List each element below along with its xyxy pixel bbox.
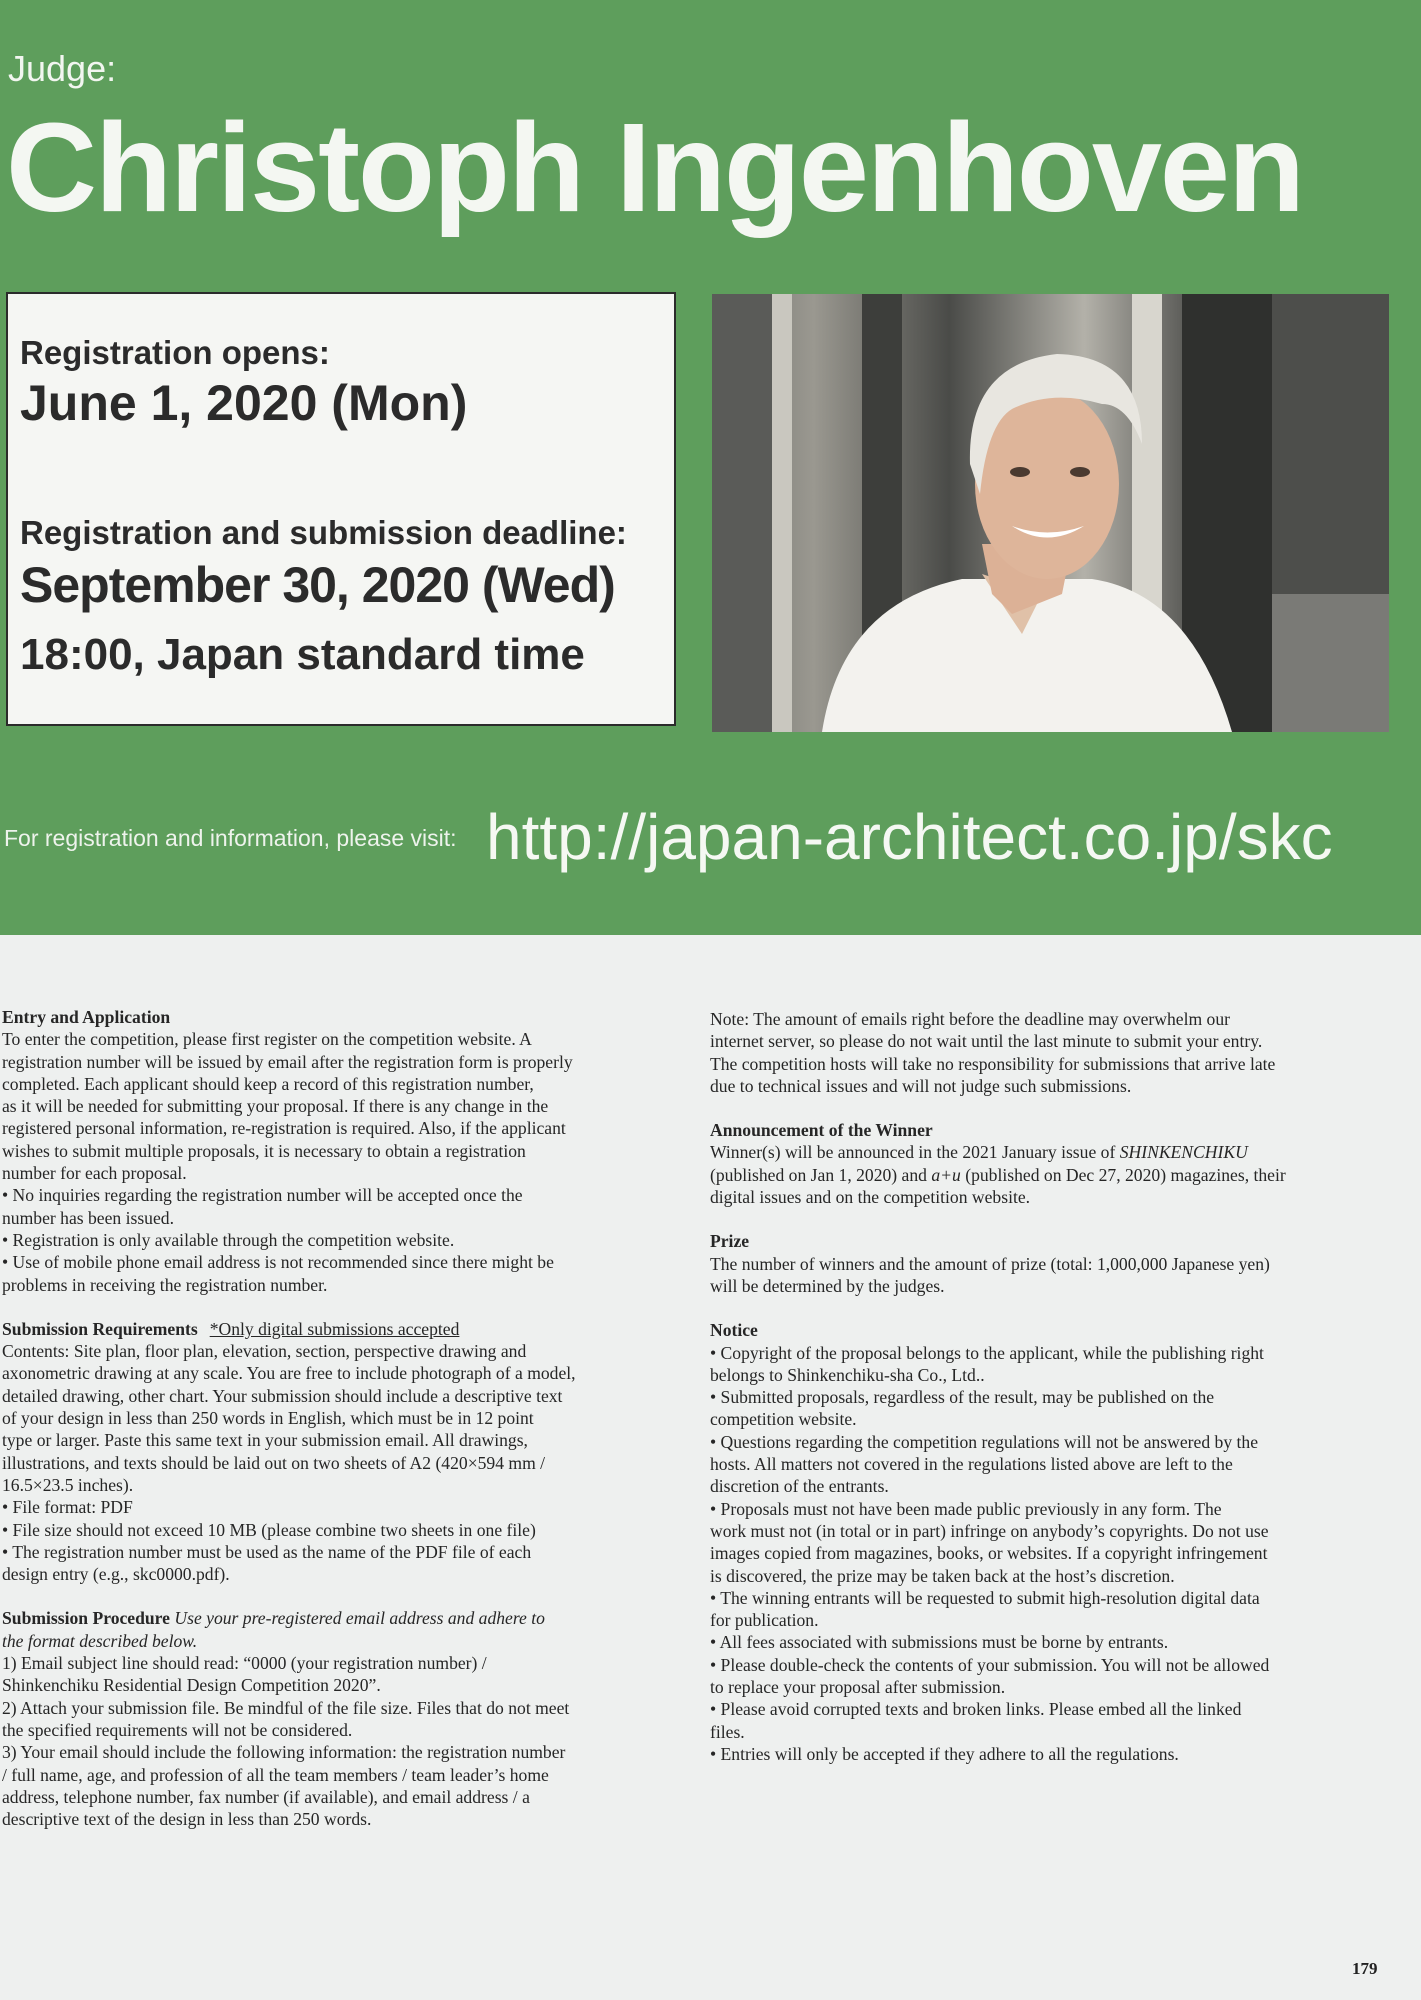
procedure-line: 1) Email subject line should read: “0000 (your registration number) / xyxy=(2,1653,487,1674)
entry-line: • Use of mobile phone email address is not recommended since there might be xyxy=(2,1252,554,1273)
requirements-line: type or larger. Paste this same text in your submission email. All drawings, xyxy=(2,1430,528,1451)
procedure-line: address, telephone number, fax number (if available), and email address / a xyxy=(2,1786,530,1807)
notice-line: • Please avoid corrupted texts and broken links. Please embed all the linked xyxy=(710,1699,1242,1720)
winner-title: Announcement of the Winner xyxy=(710,1120,933,1141)
notice-line: files. xyxy=(710,1721,745,1742)
notice-line: to replace your proposal after submission. xyxy=(710,1677,1006,1698)
requirements-line: of your design in less than 250 words in English, which must be in 12 point xyxy=(2,1408,534,1429)
judge-label: Judge: xyxy=(8,48,117,89)
notice-line: images copied from magazines, books, or websites. If a copyright infringement xyxy=(710,1543,1268,1564)
registration-opens-label: Registration opens: xyxy=(20,334,330,371)
procedure-title: Submission Procedure xyxy=(2,1608,170,1629)
note-line: due to technical issues and will not judge such submissions. xyxy=(710,1075,1132,1096)
procedure-line: descriptive text of the design in less than 250 words. xyxy=(2,1809,372,1830)
entry-line: as it will be needed for submitting your proposal. If there is any change in the xyxy=(2,1096,549,1117)
judge-name: Christoph Ingenhoven xyxy=(6,97,1303,238)
procedure-line: / full name, age, and profession of all the team members / team leader’s home xyxy=(2,1764,549,1785)
magazine-name: a+u xyxy=(931,1164,961,1185)
prize-title: Prize xyxy=(710,1231,750,1252)
requirements-title: Submission Requirements xyxy=(2,1318,198,1339)
entry-line: completed. Each applicant should keep a record of this registration number, xyxy=(2,1073,534,1094)
requirements-line: design entry (e.g., skc0000.pdf). xyxy=(2,1564,230,1585)
winner-text: (published on Dec 27, 2020) magazines, their xyxy=(960,1164,1286,1185)
entry-line: problems in receiving the registration number. xyxy=(2,1274,328,1295)
notice-title: Notice xyxy=(710,1320,758,1341)
right-column xyxy=(710,1008,1390,1765)
procedure-line: 3) Your email should include the following information: the registration number xyxy=(2,1742,566,1763)
winner-text: digital issues and on the competition website. xyxy=(710,1187,1031,1208)
entry-line: registration number will be issued by email after the registration form is properly xyxy=(2,1051,573,1072)
notice-line: • Copyright of the proposal belongs to the applicant, while the publishing right xyxy=(710,1342,1264,1363)
requirements-line: 16.5×23.5 inches). xyxy=(2,1474,134,1495)
winner-text: (published on Jan 1, 2020) and xyxy=(710,1164,932,1185)
notice-line: • Submitted proposals, regardless of the result, may be published on the xyxy=(710,1387,1215,1408)
entry-title: Entry and Application xyxy=(2,1007,171,1027)
notice-line: • All fees associated with submissions must be borne by entrants. xyxy=(710,1632,1169,1653)
competition-url[interactable]: http://japan-architect.co.jp/skc xyxy=(486,801,1333,873)
requirements-line: axonometric drawing at any scale. You are free to include photograph of a model, xyxy=(2,1363,576,1384)
notice-line: discretion of the entrants. xyxy=(710,1476,889,1497)
judge-portrait-photo xyxy=(712,294,1389,732)
requirements-line: illustrations, and texts should be laid out on two sheets of A2 (420×594 mm / xyxy=(2,1452,546,1473)
prize-line: The number of winners and the amount of prize (total: 1,000,000 Japanese yen) xyxy=(710,1253,1270,1274)
deadline-date: September 30, 2020 (Wed) xyxy=(20,557,615,613)
requirements-line: Contents: Site plan, floor plan, elevation, section, perspective drawing and xyxy=(2,1341,527,1362)
procedure-line: 2) Attach your submission file. Be mindful of the file size. Files that do not meet xyxy=(2,1697,570,1718)
magazine-name: SHINKENCHIKU xyxy=(1119,1142,1248,1163)
notice-line: belongs to Shinkenchiku-sha Co., Ltd.. xyxy=(710,1364,985,1385)
deadline-label: Registration and submission deadline: xyxy=(20,514,627,551)
requirements-line: • The registration number must be used as the name of the PDF file of each xyxy=(2,1541,532,1562)
notice-line: for publication. xyxy=(710,1610,819,1631)
notice-line: • The winning entrants will be requested to submit high-resolution digital data xyxy=(710,1587,1260,1608)
procedure-line: Shinkenchiku Residential Design Competition 2020”. xyxy=(2,1675,381,1696)
procedure-intro: Use your pre-registered email address and adhere to xyxy=(174,1608,545,1629)
requirements-note: *Only digital submissions accepted xyxy=(209,1318,460,1339)
prize-line: will be determined by the judges. xyxy=(710,1275,945,1296)
procedure-line: the specified requirements will not be considered. xyxy=(2,1719,353,1740)
registration-opens-date: June 1, 2020 (Mon) xyxy=(20,375,468,431)
winner-text: Winner(s) will be announced in the 2021 January issue of xyxy=(710,1142,1120,1163)
notice-line: • Questions regarding the competition regulations will not be answered by the xyxy=(710,1431,1259,1452)
notice-line: • Proposals must not have been made public previously in any form. The xyxy=(710,1498,1222,1519)
entry-line: wishes to submit multiple proposals, it is necessary to obtain a registration xyxy=(2,1140,526,1161)
entry-line: • No inquiries regarding the registration number will be accepted once the xyxy=(2,1185,523,1206)
entry-line: • Registration is only available through the competition website. xyxy=(2,1229,455,1250)
notice-line: • Entries will only be accepted if they adhere to all the regulations. xyxy=(710,1743,1179,1764)
portrait-illustration xyxy=(712,294,1389,732)
notice-line: is discovered, the prize may be taken back at the host’s discretion. xyxy=(710,1565,1175,1586)
requirements-line: detailed drawing, other chart. Your submission should include a descriptive text xyxy=(2,1385,563,1406)
note-line: Note: The amount of emails right before the deadline may overwhelm our xyxy=(710,1009,1230,1029)
notice-line: work must not (in total or in part) infringe on anybody’s copyrights. Do not use xyxy=(710,1520,1269,1541)
left-column xyxy=(2,1006,674,1830)
deadline-time: 18:00, Japan standard time xyxy=(20,630,585,679)
entry-line: registered personal information, re-registration is required. Also, if the applicant xyxy=(2,1118,566,1139)
visit-label: For registration and information, please visit: xyxy=(4,825,457,851)
requirements-line: • File format: PDF xyxy=(2,1497,133,1518)
procedure-intro: the format described below. xyxy=(2,1630,198,1651)
page-number: 179 xyxy=(1352,1959,1378,1978)
note-line: The competition hosts will take no responsibility for submissions that arrive late xyxy=(710,1053,1276,1074)
notice-line: hosts. All matters not covered in the regulations listed above are left to the xyxy=(710,1454,1233,1475)
notice-line: • Please double-check the contents of your submission. You will not be allowed xyxy=(710,1654,1270,1675)
entry-line: To enter the competition, please first register on the competition website. A xyxy=(2,1029,532,1050)
entry-line: number for each proposal. xyxy=(2,1163,187,1184)
registration-box xyxy=(6,292,676,726)
requirements-line: • File size should not exceed 10 MB (please combine two sheets in one file) xyxy=(2,1519,536,1540)
note-line: internet server, so please do not wait until the last minute to submit your entry. xyxy=(710,1031,1263,1052)
entry-line: number has been issued. xyxy=(2,1207,174,1228)
notice-line: competition website. xyxy=(710,1409,857,1430)
